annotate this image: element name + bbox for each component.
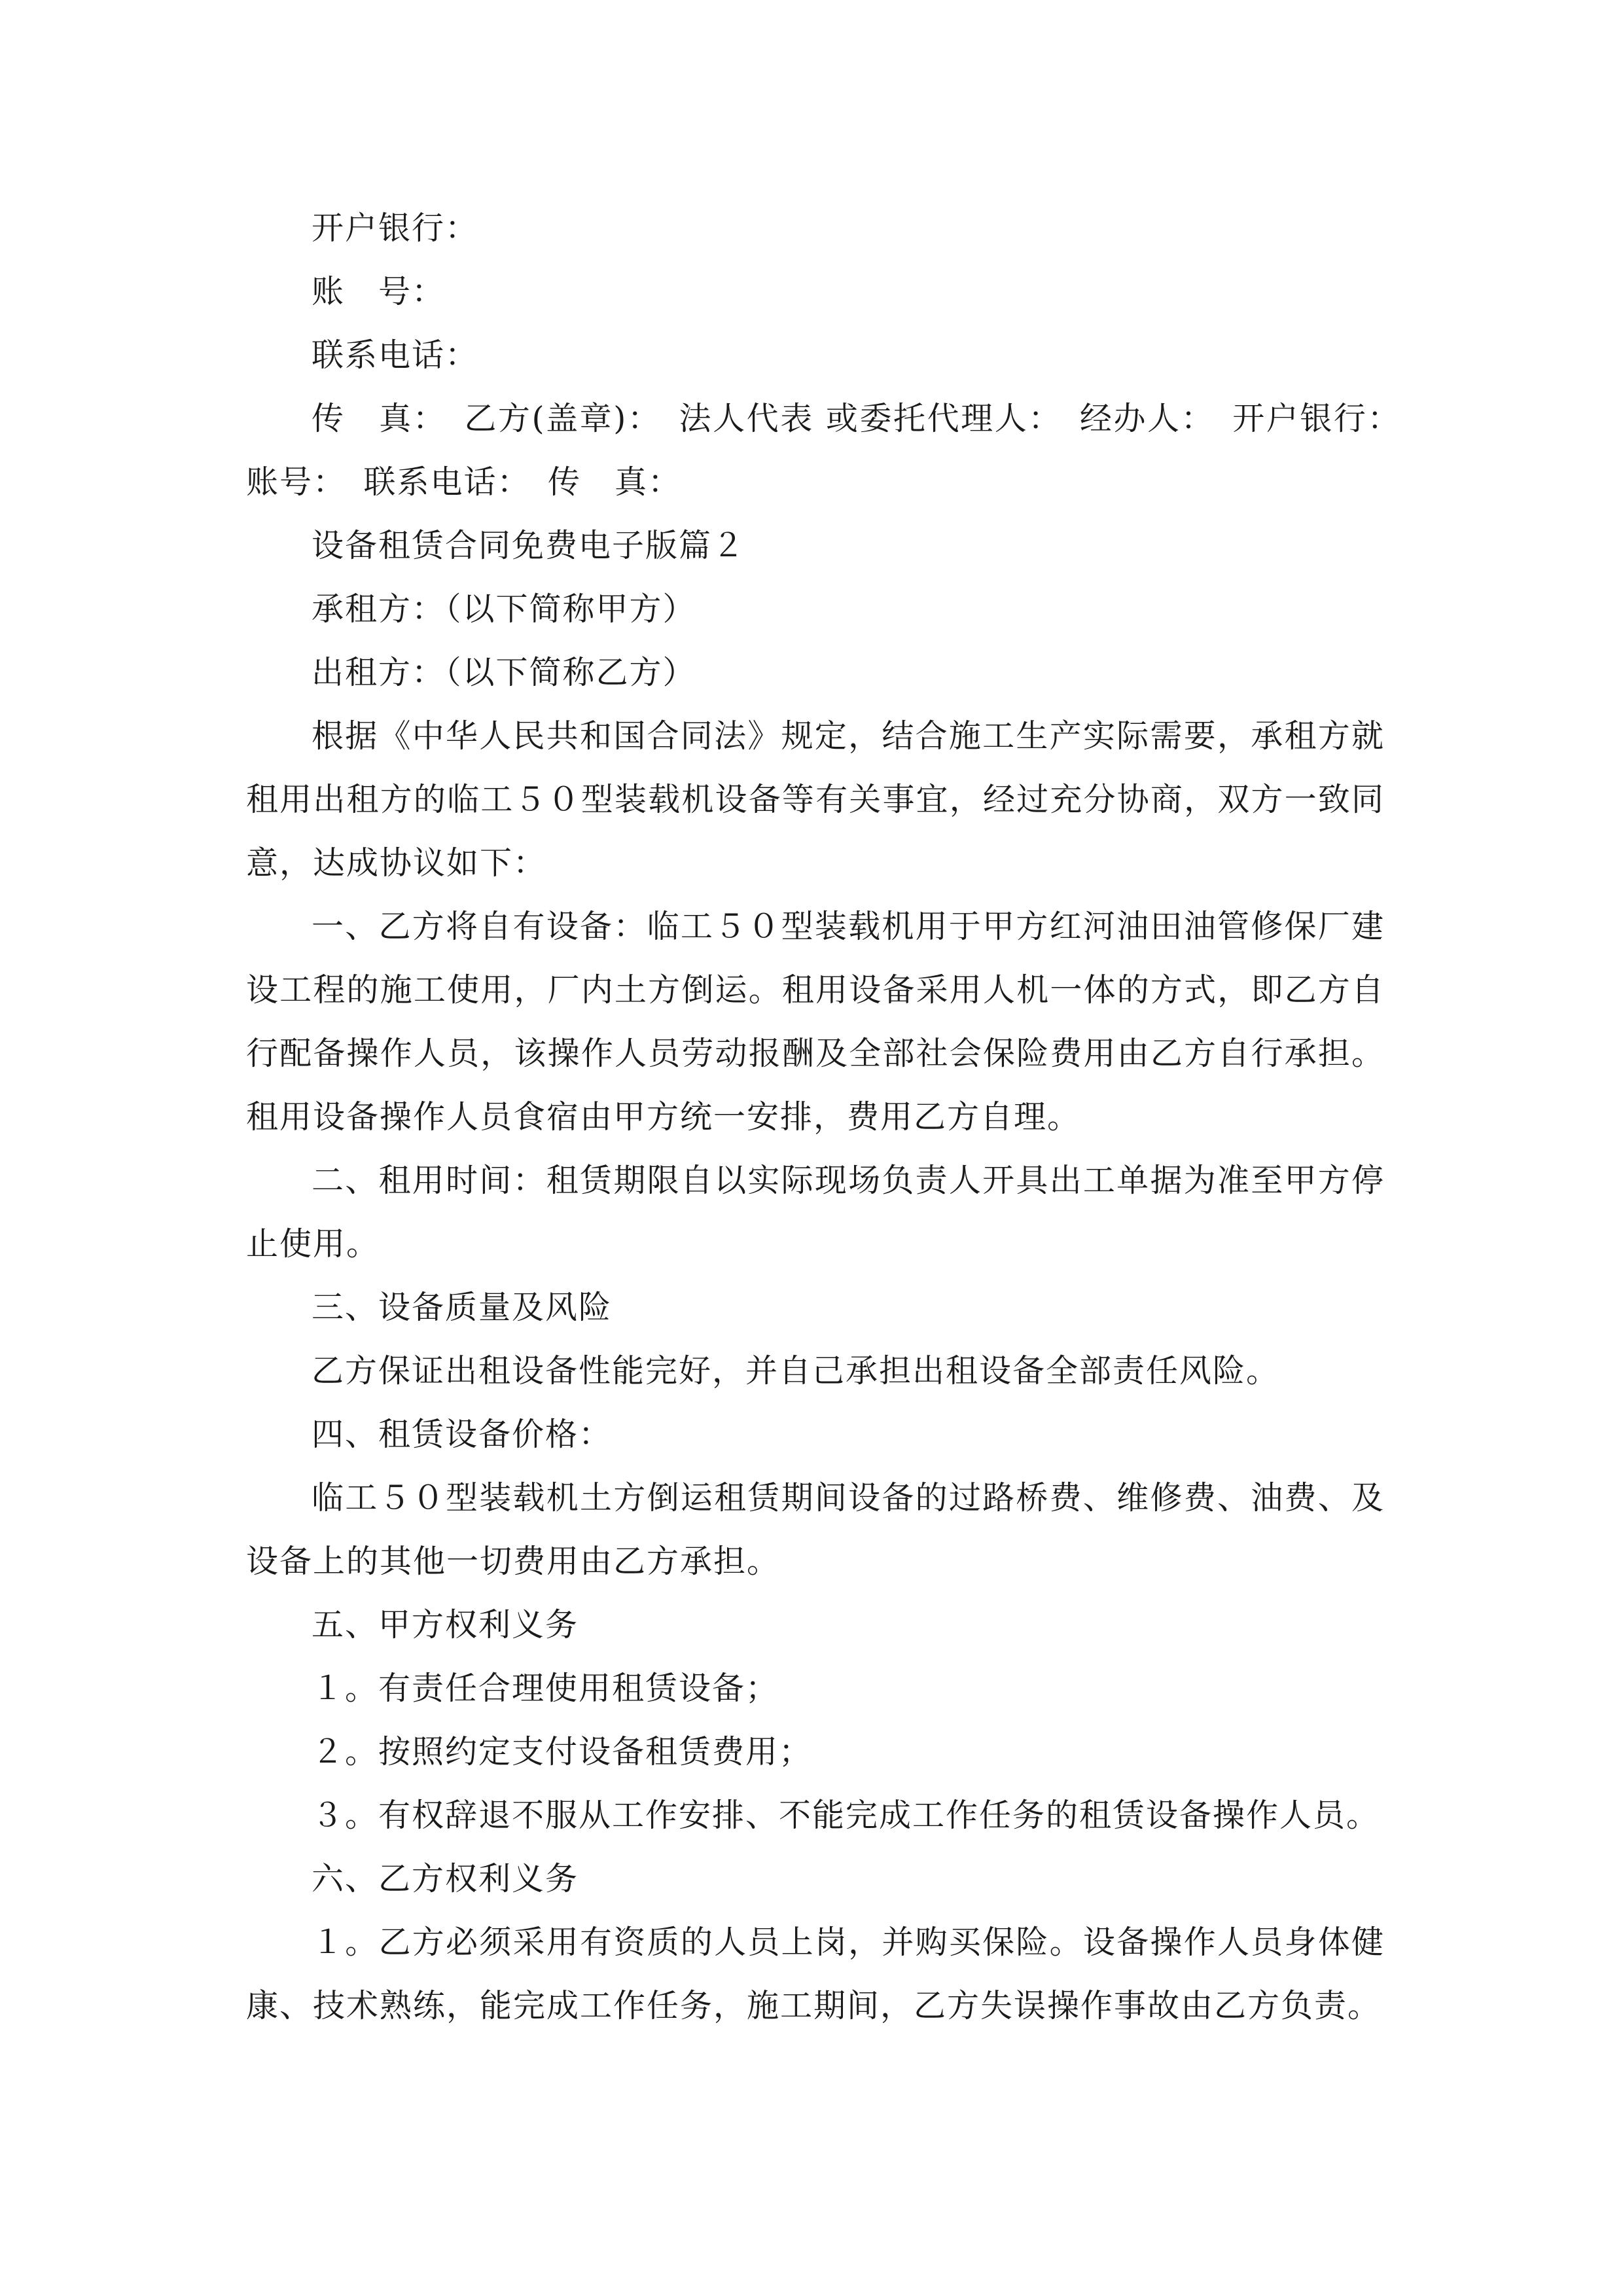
clause-6-item-1: １。乙方必须采用有资质的人员上岗，并购买保险。设备操作人员身体健康、技术熟练，能完成工作任务，施工期间，乙方失误操作事故由乙方负责。 xyxy=(246,1924,1385,2024)
clause-5-item-1: １。有责任合理使用租赁设备； xyxy=(312,1670,779,1707)
section-title: 设备租赁合同免费电子版篇２ xyxy=(312,527,746,564)
clause-3-body: 乙方保证出租设备性能完好，并自己承担出租设备全部责任风险。 xyxy=(312,1352,1280,1390)
clause-5-item-2: ２。按照约定支付设备租赁费用； xyxy=(312,1733,813,1770)
paragraph-lessee: 承租方：（以下简称甲方） xyxy=(312,590,696,628)
clause-6-heading: 六、乙方权利义务 xyxy=(312,1860,579,1897)
paragraph-account: 账 号： xyxy=(312,273,446,310)
clause-4-heading: 四、租赁设备价格： xyxy=(312,1416,613,1453)
clause-5-item-3: ３。有权辞退不服从工作安排、不能完成工作任务的租赁设备操作人员。 xyxy=(312,1797,1380,1834)
clause-2: 二、租用时间：租赁期限自以实际现场负责人开具出工单据为准至甲方停止使用。 xyxy=(246,1162,1385,1263)
clause-1: 一、乙方将自有设备：临工５０型装载机用于甲方红河油田油管修保厂建设工程的施工使用，厂内土方倒运。租用设备采用人机一体的方式，即乙方自行配备操作人员，该操作人员劳动报酬及全部社会保险费用由乙方自行承担。租用设备操作人员食宿由甲方统一安排，费用乙方自理。 xyxy=(246,908,1385,1136)
paragraph-preamble: 根据《中华人民共和国合同法》规定，结合施工生产实际需要，承租方就租用出租方的临工５０型装载机设备等有关事宜，经过充分协商，双方一致同意，达成协议如下： xyxy=(246,717,1385,882)
paragraph-phone: 联系电话： xyxy=(312,336,479,374)
paragraph-lessor: 出租方：（以下简称乙方） xyxy=(312,654,696,691)
clause-4-body: 临工５０型装载机土方倒运租赁期间设备的过路桥费、维修费、油费、及设备上的其他一切费用由乙方承担。 xyxy=(246,1479,1385,1580)
paragraph-bank: 开户银行： xyxy=(312,209,479,247)
clause-5-heading: 五、甲方权利义务 xyxy=(312,1606,579,1643)
document-body xyxy=(246,196,1419,2037)
paragraph-fax-party-b: 传 真： 乙方(盖章)： 法人代表 或委托代理人： 经办人： 开户银行： 账号： 联系电话： 传 真： xyxy=(246,400,1419,501)
clause-3-heading: 三、设备质量及风险 xyxy=(312,1289,613,1326)
